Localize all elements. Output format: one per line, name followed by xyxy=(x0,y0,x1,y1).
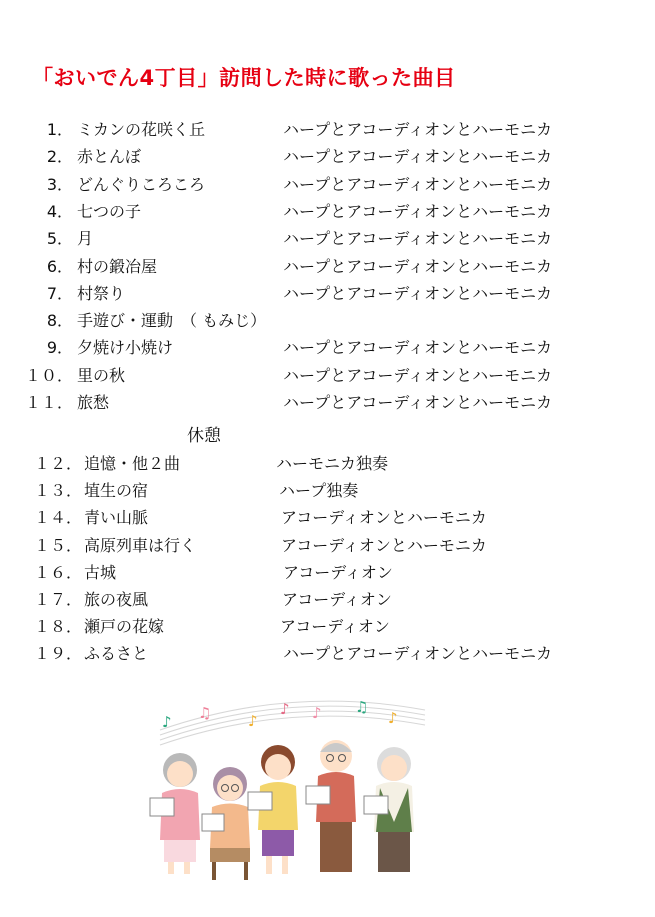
song-number: 2． xyxy=(46,147,73,167)
song-row xyxy=(0,559,655,586)
song-number: １３． xyxy=(33,481,82,501)
song-instruments: ハープとアコーディオンとハーモニカ xyxy=(283,120,553,139)
song-instruments: ハープ独奏 xyxy=(279,481,359,501)
song-row xyxy=(0,389,655,416)
song-title: 古城 xyxy=(84,562,117,582)
song-instruments: ハープとアコーディオンとハーモニカ xyxy=(283,174,553,194)
song-instruments: アコーディオン xyxy=(283,562,393,582)
song-title: 追憶・他２曲 xyxy=(84,454,181,473)
song-title: ミカンの花咲く丘 xyxy=(77,120,206,139)
svg-text:♪: ♪ xyxy=(280,700,290,718)
song-instruments: ハープとアコーディオンとハーモニカ xyxy=(283,147,553,167)
song-title: 高原列車は行く xyxy=(84,535,197,555)
song-row xyxy=(0,477,655,504)
song-instruments: ハープとアコーディオンとハーモニカ xyxy=(283,201,553,221)
song-row xyxy=(0,198,655,225)
song-title: 手遊び・運動 （ もみじ） xyxy=(77,311,267,331)
song-title: 旅愁 xyxy=(77,393,110,412)
song-number: １９． xyxy=(33,644,82,664)
song-number: １１． xyxy=(24,393,73,412)
song-row xyxy=(0,171,655,198)
song-title: 七つの子 xyxy=(77,201,142,221)
music-notes-icon xyxy=(162,698,398,731)
break-label: 休憩 xyxy=(187,426,221,446)
song-number: 5． xyxy=(46,229,73,249)
song-number: １０． xyxy=(24,365,73,385)
svg-text:♪: ♪ xyxy=(248,712,258,730)
song-row xyxy=(0,450,655,477)
song-row xyxy=(0,225,655,252)
song-title: ふるさと xyxy=(84,644,149,664)
song-instruments: ハープとアコーディオンとハーモニカ xyxy=(283,644,553,664)
song-instruments: アコーディオンとハーモニカ xyxy=(281,535,487,555)
singer-2 xyxy=(202,767,250,880)
song-title: 赤とんぼ xyxy=(77,147,142,167)
song-row xyxy=(0,362,655,389)
svg-text:♪: ♪ xyxy=(312,704,322,722)
singer-5 xyxy=(364,747,414,872)
song-instruments: アコーディオン xyxy=(280,617,390,637)
song-title: 瀬戸の花嫁 xyxy=(84,617,165,637)
song-instruments: ハーモニカ独奏 xyxy=(276,454,389,473)
song-number: １２． xyxy=(33,454,82,473)
song-row xyxy=(0,504,655,531)
song-instruments: ハープとアコーディオンとハーモニカ xyxy=(283,338,553,358)
svg-text:♫: ♫ xyxy=(355,698,369,716)
song-number: 8． xyxy=(46,311,73,331)
song-row xyxy=(0,280,655,307)
song-row xyxy=(0,253,655,280)
song-number: 1． xyxy=(46,120,73,139)
song-number: 7． xyxy=(46,283,73,303)
song-number: １７． xyxy=(33,590,82,609)
song-row xyxy=(0,586,655,613)
song-title: 月 xyxy=(77,229,94,249)
song-title: 埴生の宿 xyxy=(84,481,149,501)
song-instruments: アコーディオン xyxy=(282,590,392,609)
song-row xyxy=(0,334,655,361)
song-number: 9． xyxy=(46,338,73,358)
song-number: 3． xyxy=(46,174,73,194)
singer-1 xyxy=(150,753,200,874)
song-number: 4． xyxy=(46,201,73,221)
song-instruments: ハープとアコーディオンとハーモニカ xyxy=(283,393,553,412)
song-row xyxy=(0,143,655,170)
song-title: 村の鍛冶屋 xyxy=(77,256,158,276)
song-title: 里の秋 xyxy=(77,365,126,385)
singer-3 xyxy=(248,745,298,874)
song-row xyxy=(0,116,655,143)
song-number: １６． xyxy=(33,562,82,582)
song-number: 6． xyxy=(46,256,73,276)
song-title: 村祭り xyxy=(77,283,126,303)
song-instruments: ハープとアコーディオンとハーモニカ xyxy=(283,283,553,303)
singers-illustration xyxy=(140,690,440,890)
song-number: １４． xyxy=(33,508,82,528)
song-row xyxy=(0,640,655,667)
svg-text:♫: ♫ xyxy=(198,704,212,722)
song-title: 夕焼け小焼け xyxy=(77,338,174,358)
song-instruments: ハープとアコーディオンとハーモニカ xyxy=(283,365,553,385)
page-title: 「おいでん4丁目」訪問した時に歌った曲目 xyxy=(32,66,456,90)
svg-text:♪: ♪ xyxy=(162,713,172,731)
singer-4 xyxy=(306,740,356,872)
song-instruments: ハープとアコーディオンとハーモニカ xyxy=(283,229,553,249)
song-number: １８． xyxy=(33,617,82,637)
song-instruments: ハープとアコーディオンとハーモニカ xyxy=(283,256,553,276)
song-row xyxy=(0,613,655,640)
song-number: １５． xyxy=(33,535,82,555)
song-row xyxy=(0,307,655,334)
svg-text:♪: ♪ xyxy=(388,709,398,727)
song-title: 旅の夜風 xyxy=(84,590,149,609)
song-title: 青い山脈 xyxy=(84,508,149,528)
song-title: どんぐりころころ xyxy=(77,174,206,194)
song-row xyxy=(0,532,655,559)
song-instruments: アコーディオンとハーモニカ xyxy=(281,508,487,528)
